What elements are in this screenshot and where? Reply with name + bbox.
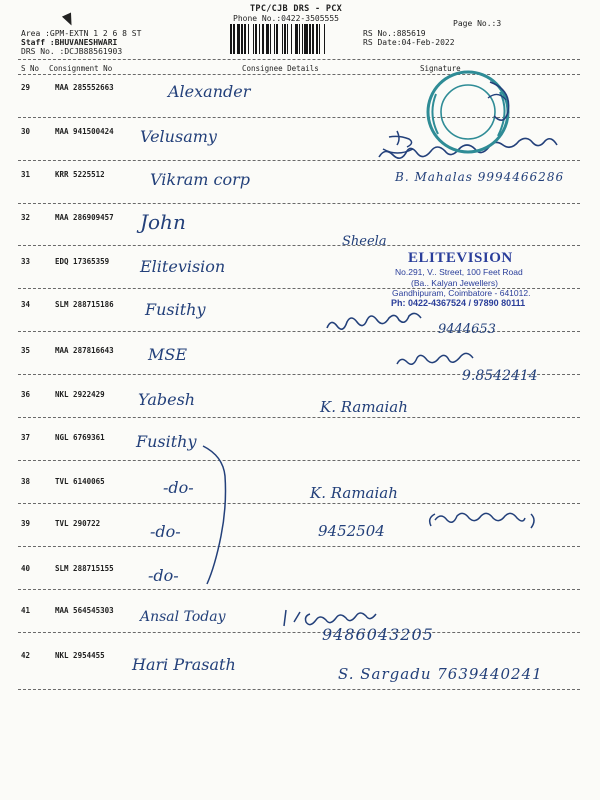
- sheet-title: TPC/CJB DRS - PCX: [250, 4, 343, 14]
- row-consignee: Fusithy: [136, 432, 197, 451]
- row-consignment: KRR 5225512: [55, 170, 105, 179]
- row-consignee: Vikram corp: [150, 170, 251, 189]
- row-consignment: NKL 2922429: [55, 390, 105, 399]
- stamp-address-line: (Ba.. Kalyan Jewellers): [411, 278, 498, 288]
- row-signature: Sheela: [342, 234, 387, 249]
- row-consignment: SLM 288715186: [55, 300, 114, 309]
- row-consignee: Ansal Today: [140, 609, 226, 625]
- tamil-annotation: [425, 508, 540, 530]
- row-sno: 36: [21, 390, 31, 399]
- row-divider: [18, 503, 580, 504]
- row-signature: 9486043205: [322, 625, 434, 644]
- row-divider: [18, 689, 580, 690]
- row-divider: [18, 589, 580, 590]
- row-sno: 32: [21, 213, 31, 222]
- row-sno: 33: [21, 257, 31, 266]
- area-label: Area :GPM-EXTN 1 2 6 8 ST: [21, 29, 142, 38]
- row-sno: 42: [21, 651, 31, 660]
- row-sno: 37: [21, 433, 31, 442]
- header-divider: [18, 59, 580, 60]
- row-signature: K. Ramaiah: [320, 398, 408, 416]
- rs-number: RS No.:885619: [363, 29, 426, 38]
- row-sno: 35: [21, 346, 31, 355]
- row-consignee: Fusithy: [145, 300, 206, 319]
- row-consignee: Elitevision: [140, 257, 226, 276]
- row-consignee: -do-: [148, 566, 179, 585]
- row-signature: 9452504: [318, 522, 385, 540]
- row-consignee: -do-: [150, 522, 181, 541]
- row-signature: 9444653: [438, 322, 496, 337]
- row-consignee: MSE: [148, 345, 188, 364]
- col-head-signature: Signature: [420, 64, 461, 73]
- row-consignment: MAA 285552663: [55, 83, 114, 92]
- row-sno: 40: [21, 564, 31, 573]
- row-divider: [18, 546, 580, 547]
- row-divider: [18, 203, 580, 204]
- stamp-phone: Ph: 0422-4367524 / 97890 80111: [391, 298, 526, 308]
- row-sno: 38: [21, 477, 31, 486]
- row-consignment: NKL 2954455: [55, 651, 105, 660]
- row-sno: 30: [21, 127, 31, 136]
- col-head-consignment: Consignment No: [49, 64, 113, 73]
- row-consignment: MAA 286909457: [55, 213, 114, 222]
- company-seal: [418, 62, 518, 162]
- rs-date: RS Date:04-Feb-2022: [363, 38, 455, 47]
- row-consignment: SLM 288715155: [55, 564, 114, 573]
- row-consignee: John: [140, 210, 186, 234]
- row-sno: 29: [21, 83, 31, 92]
- staff-label: Staff :BHUVANESHWARI: [21, 38, 118, 47]
- pen-mark-icon: [62, 12, 76, 27]
- row-consignee: Velusamy: [140, 127, 217, 146]
- row-consignee: Hari Prasath: [132, 655, 236, 674]
- row-signature: 9.8542414: [462, 368, 538, 384]
- page-number: Page No.:3: [453, 19, 502, 28]
- barcode: [230, 24, 355, 54]
- row-sno: 31: [21, 170, 31, 179]
- row-sno: 39: [21, 519, 31, 528]
- row-consignee: Alexander: [168, 82, 251, 101]
- row-consignment: EDQ 17365359: [55, 257, 110, 266]
- row-signature: K. Ramaiah: [310, 484, 398, 502]
- col-head-consignee: Consignee Details: [242, 64, 319, 73]
- row-divider: [18, 417, 580, 418]
- row-consignment: TVL 290722: [55, 519, 101, 528]
- stamp-address-line: No.291, V.. Street, 100 Feet Road: [395, 267, 523, 277]
- tamil-signature: [325, 312, 435, 338]
- row-consignment: TVL 6140065: [55, 477, 105, 486]
- row-divider: [18, 460, 580, 461]
- row-sno: 41: [21, 606, 31, 615]
- phone-number: Phone No.:0422-3505555: [233, 14, 339, 23]
- row-divider: [18, 632, 580, 633]
- row-consignment: MAA 941500424: [55, 127, 114, 136]
- stamp-address-line: Gandhipuram, Coimbatore - 641012.: [392, 288, 531, 298]
- row-divider: [18, 245, 580, 246]
- stamp-company-name: ELITEVISION: [408, 250, 513, 266]
- drs-number: DRS No. :DCJB88561903: [21, 47, 123, 56]
- row-signature: S. Sargadu 7639440241: [338, 665, 543, 683]
- row-sno: 34: [21, 300, 31, 309]
- row-consignment: MAA 287816643: [55, 346, 114, 355]
- ditto-bracket: [195, 440, 245, 590]
- row-consignee: Yabesh: [138, 390, 196, 409]
- row-signature: B. Mahalas 9994466286: [395, 170, 565, 184]
- col-head-sno: S No: [21, 64, 40, 73]
- row-consignment: NGL 6769361: [55, 433, 105, 442]
- row-consignee: -do-: [163, 478, 194, 497]
- row-consignment: MAA 564545303: [55, 606, 114, 615]
